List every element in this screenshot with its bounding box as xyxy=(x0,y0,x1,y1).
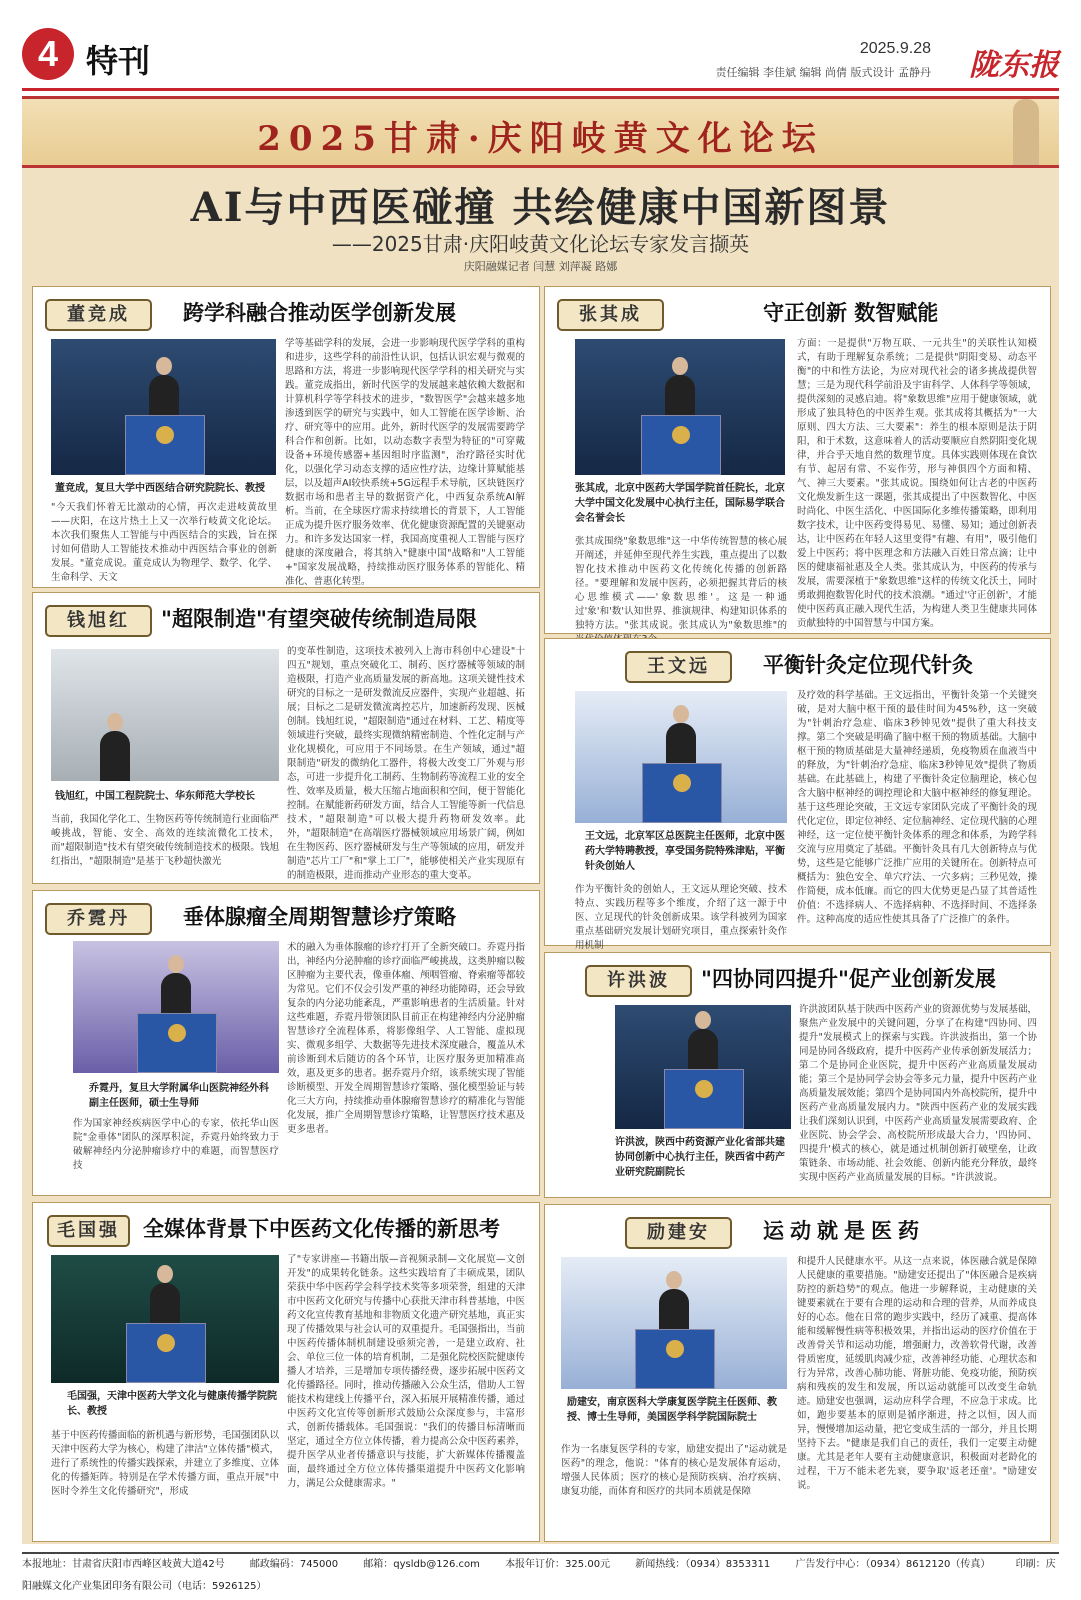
page-footer xyxy=(22,1552,1059,1592)
article-title: 运动就是医药 xyxy=(763,1219,925,1243)
photo-caption: 张其成，北京中医药大学国学院首任院长，北京大学中国文化发展中心执行主任，国际易学联合会名誉会长 xyxy=(575,483,785,524)
photo-caption: 乔霓丹，复旦大学附属华山医院神经外科副主任医师，硕士生导师 xyxy=(89,1083,269,1109)
photo-caption: 毛国强，天津中医药大学文化与健康传播学院院长、教授 xyxy=(67,1391,277,1417)
article-text: 了"专家讲座—书籍出版—音视频录制—文化展览—文创开发"的成果转化链条。这些实践培育了丰硕成果，团队荣获中华中医药学会科学技术奖等多项荣誉，组建的天津市中医药文化研究与传播中心获批天津市科普基地，中医药文化宣传教育基地和非物质文化遗产研究基地，真正实现了传播效果与社会认可的双重提升。毛国强指出，当前中医药传播体制机制建设亟须完善，一是建立政府、社会、单位三位一体的培育机制，二是强化院校医院健康传播人才培养，三是增加专项传播经费，逐步拓展中医药文化传播路径。同时，推动传播融入公众生活，借助人工智能技术构建线上传播平台，深入拓展开展精准传播，通过中医药文化宣传等创新形式鼓励公众深度参与，丰富形式，创新传播载体。毛国强说："我们的传播目标清晰而坚定，通过全方位立体传播，着力提高公众中医药素养，提升医学从业者传播意识与技能，扩大新媒体传播覆盖面，最终通过全方位立体传播渠道提升中医药文化影响力，满足公众健康需求。" xyxy=(287,1254,525,1489)
byline: 庆阳融媒记者 闫慧 刘萍凝 路娜 xyxy=(463,260,618,273)
article-mao xyxy=(32,1202,540,1542)
footer-printer: 印刷：庆阳融媒文化产业集团印务有限公司（电话：5926125） xyxy=(22,1559,1056,1592)
article-text: 作为国家神经疾病医学中心的专家，依托华山医院"金垂体"团队的深厚积淀，乔霓丹始终致力于破解神经内分泌肿瘤诊疗中的难题，而智慧医疗技 xyxy=(73,1118,279,1171)
article-dong xyxy=(32,286,540,588)
page-header xyxy=(0,0,1081,88)
forum-banner xyxy=(22,96,1059,168)
article-text: 方面：一是提供"万物互联、一元共生"的关联性认知模式，有助于理解复杂系统；二是提供"阴阳变易、动态平衡"的中和性方法论，为应对现代社会的诸多挑战提供智慧；三是为现代科学前沿及宇宙科学、人体科学等领域，提供深刻的灵感启迪。将"象数思维"应用于健康领域，就形成了独具特色的中医养生观。张其成将其概括为"一大原则、四大方法、三大要素"：养生的根本原则是法于阴阳，和于术数，这意味着人的活动要顺应自然阴阳变化规律，并合乎天地自然的数理节度。具体实践则体现在食饮有节、起居有常、不妄作劳，形与神俱四个方面和精、气、神三大要素。"张其成说。围绕如何让古老的中医药文化焕发新生这一课题，张其成提出了中医数智化、中医时尚化、中医生活化、中医国际化多维传播策略，即利用数字技术，让中医药变得易见、易懂、易知；通过创新表达，让中医药在年轻人这里变得"有趣、有用"，吸引他们爱上中医药；将中医理念和方法融入百姓日常点滴；让中医的健康福祉惠及全人类。张其成认为，中医药的传承与发展，需要深植于"象数思维"这样的传统文化沃土，同时勇敢拥抱数智化时代的技术浪潮。"通过'守正创新'，才能使中医药真正融入现代生活，为构建人类卫生健康共同体贡献独特的中国智慧与中国方案。 xyxy=(797,338,1037,629)
article-zhang xyxy=(544,286,1051,634)
speaker-photo xyxy=(51,1255,279,1383)
article-text: 作为平衡针灸的创始人，王文远从理论突破、技术特点、实践历程等多个维度，介绍了这一源于中医、立足现代的针灸创新成果。该学科被列为国家重点基础研究发展计划研究项目，重点探索针灸作用机制 xyxy=(575,884,787,951)
feature-body xyxy=(22,168,1059,1544)
banner-title: 2025甘肃·庆阳岐黄文化论坛 xyxy=(257,119,824,159)
photo-caption: 许洪波，陕西中药资源产业化省部共建协同创新中心执行主任，陕西省中药产业研究院副院长 xyxy=(615,1137,785,1178)
speaker-photo xyxy=(615,1005,791,1129)
article-text: "今天我们怀着无比激动的心情，再次走进岐黄故里——庆阳，在这片热土上又一次举行岐黄文化论坛。本次我们聚焦人工智能与中西医结合的实践，旨在探讨如何借助人工智能技术推动中西医结合事业的创新发展。"董竞成说。董竞成认为物理学、数学、化学、生命科学、天文 xyxy=(51,502,277,583)
speaker-photo xyxy=(575,691,787,823)
issue-date: 2025.9.28 xyxy=(859,40,931,57)
article-title: 全媒体背景下中医药文化传播的新思考 xyxy=(143,1217,500,1241)
speaker-name: 王文远 xyxy=(625,651,732,683)
photo-caption: 王文远，北京军区总医院主任医师，北京中医药大学特聘教授，享受国务院特殊津贴，平衡针灸创始人 xyxy=(585,831,785,872)
page-number: 4 xyxy=(22,28,74,80)
speaker-name: 钱旭红 xyxy=(45,605,152,637)
article-text: 和提升人民健康水平。从这一点来说，体医融合就是保障人民健康的重要措施。"励建安还提出了"体医融合是疾病防控的新趋势"的观点。他进一步解释说，主动健康的关键要素就在于要有合理的运动和合理的营养，从而养成良好的心态。他在日常的跑步实践中，经历了减重、提高体能和缓解慢性病等积极效果，并指出运动的医疗价值在于改善骨关节和运动功能，增强耐力，改善软骨代谢，改善骨质密度，延缓肌肉减少症，改善神经功能、心理状态和行为异常，改善心肺功能、肾脏功能、免疫功能，预防疾病和残疾的发生和发展，所以运动就能可以改变生命轨迹。励建安也强调，运动应科学合理，不应急于求成。比如，跑步要基本的原则是循序渐进，持之以恒，因人而异，慢慢增加运动量，把它变成生活的一部分，并且长期坚持下去。"健康是我们自己的责任，我们一定要主动健康。尤其是老年人要有主动健康意识，积极面对老龄化的过程，干万不能未老先衰，要争取'返老还童'。"励建安说。 xyxy=(797,1256,1037,1491)
article-text: 张其成围绕"象数思维"这一中华传统智慧的核心展开阐述，并延伸至现代养生实践，重点提出了以数智化技术推动中医药文化传统化传播的创新路径。"要理解和发展中医药，必须把握其背后的核心思维模式——'象数思维'。这是一种通过'象'和'数'认知世界、推演规律、构建知识体系的独特方法。"张其成说。张其成认为"象数思维"的 xyxy=(575,536,787,631)
footer-address: 本报地址：甘肃省庆阳市西峰区岐黄大道42号 xyxy=(22,1559,225,1570)
article-title: 跨学科融合推动医学创新发展 xyxy=(183,301,456,325)
statue-illustration xyxy=(1013,99,1039,165)
article-title: 平衡针灸定位现代针灸 xyxy=(763,653,973,677)
article-xu xyxy=(544,952,1051,1198)
header-divider xyxy=(22,88,1059,91)
article-li xyxy=(544,1204,1051,1542)
article-text: 术的融入为垂体腺瘤的诊疗打开了全新突破口。乔霓丹指出，神经内分泌肿瘤的诊疗面临严峻挑战，这类肿瘤以鞍区肿瘤为主要代表，像垂体瘤、颅咽管瘤、脊索瘤等都较为常见。它们不仅会引发严重的神经功能障碍，还会导致复杂的内分泌功能紊乱，严重影响患者的生活质量。针对这些难题，乔霓丹带领团队目前正在构建神经内分泌肿瘤智慧诊疗全流程体系，将影像组学、人工智能、虚拟现实、微观多组学、大数据等先进技术深度融合，覆盖从术前诊断到术后随访的各个环节，让医疗服务更加精准高效，惠及更多的患者。据乔霓丹介绍，该系统实现了智能诊断模型、开发全周期智慧诊疗策略、强化模型验证与转化三大方向，持续推动垂体腺瘤智慧诊疗的精准化与智能化发展，推广全周期智慧诊疗策略，让智慧医疗技术惠及更多患者。 xyxy=(287,942,525,1135)
article-wang xyxy=(544,638,1051,951)
article-text: 作为一名康复医学科的专家，励建安提出了"运动就是医药"的理念，他说："体育的核心是发展体育运动，增强人民体质；医疗的核心是预防疾病、治疗疾病、康复功能，而体育和医疗的共同本质就是保障 xyxy=(561,1444,787,1497)
speaker-photo xyxy=(51,649,279,781)
speaker-name: 毛国强 xyxy=(47,1215,130,1247)
article-title: 守正创新 数智赋能 xyxy=(763,301,939,325)
footer-hotline: 新闻热线：（0934）8353311 xyxy=(635,1559,771,1570)
speaker-name: 许洪波 xyxy=(585,965,692,997)
article-text: 基于中医药传播面临的新机遇与新形势，毛国强团队以天津中医药大学为核心，构建了津沽"立体传播"模式，进行了系统性的传播实践探索，并建立了多维度、立体化的传播矩阵。特别是在学术传播方面，重点开展"中医时令养生文化传播研究"，形成 xyxy=(51,1430,280,1497)
main-headline: AI与中西医碰撞 共绘健康中国新图景 xyxy=(190,184,891,231)
speaker-photo xyxy=(51,339,276,475)
article-text: 学等基础学科的发展，会进一步影响现代医学学科的重构和进步，这些学科的前沿性认识，包括认识宏观与微观的思路和方法，将进一步影响现代医学学科的相关研究与实践。董竞成指出，新时代医学的发展越来越依赖大数据和计算机科学等学科技术的进步，"数智医学"会越来越多地渗透到医学的研究与实践中，如人工智能在医学诊断、治疗、研究等中的应用。此外，新时代医学的发展需要跨学科合作和创新。比如，以动态数字表型为特征的"可穿戴设备+环境传感器+基因组时序监测"，治疗路径实时优化，以强化学习动态支撑的适应性疗法，边缘计算赋能基层，以及超声AI较快系统+5G远程手术导航，区块链医疗数据市场和患者主导的数据资产化，中西复杂系统AI解析。当前，在全球医疗需求持续增长的背景下，人工智能正成为提升医疗服务效率、优化健康资源配置的关键驱动力。和许多发达国家一样，我国高度重视人工智能与医疗健康的深度融合，将其纳入"健康中国"战略和"人工智能+"国家发展战略，持续推动医疗服务体系的智能化、精准化、普惠化转型。 xyxy=(285,338,525,587)
footer-email: 邮箱：qysldb@126.com xyxy=(363,1559,480,1570)
section-title: 特刊 xyxy=(86,42,151,80)
speaker-photo xyxy=(575,339,785,475)
speaker-name: 乔霓丹 xyxy=(45,903,152,935)
article-text: 及疗效的科学基础。王文远指出，平衡针灸第一个关键突破，是对大脑中枢干预的最佳时间为45%秒，这一突破为"针刺治疗急症、临床3秒钟见效"提供了重大科技支撑。第二个突破是明确了脑中枢干预的物质基础。大脑中枢干预的物质基础是大量神经递质，免疫物质在血液当中的释放，为"针刺治疗急症、临床3秒钟见效"提供了物质基础。在此基础上，构建了平衡针灸定位脑理论，核心包含大脑中枢神经的调控理论和大脑中枢神经的修复理论。基于这些理论突破，王文远专家团队完成了平衡针灸的现代化定位，即定位神经、定位脑神经、定位现代脑的心理神经，这一定位使平衡针灸体系的理念和体系，为跨学科交流与应用奠定了基础。平衡针灸具有几大创新特点与优势，这些是它能够广泛推广应用的关键所在。创新特点可概括为：独色安全、单穴疗法、一穴多病；三秒见效，操作简便，成本低廉。而它的四大优势更是凸显了其普适性价值：不选择病人、不选择病种、不选择时间、不选择条件。这种高度的适应性使其具备了广泛推广的条件。 xyxy=(797,690,1037,925)
article-text: 当前，我国化学化工、生物医药等传统制造行业面临严峻挑战，智能、安全、高效的连续流微化工技术，而"超限制造"技术有望突破传统制造技术的极限。钱旭红指出，"超限制造"是基于飞秒超快激光 xyxy=(51,814,280,867)
speaker-name: 励建安 xyxy=(625,1217,732,1249)
footer-postcode: 邮政编码：745000 xyxy=(249,1559,339,1570)
article-title: 垂体腺瘤全周期智慧诊疗策略 xyxy=(183,905,456,929)
photo-caption: 励建安，南京医科大学康复医学院主任医师、教授、博士生导师，美国医学科学院国际院士 xyxy=(567,1397,777,1423)
article-qiao xyxy=(32,890,540,1196)
editor-credits: 责任编辑 李佳斌 编辑 尚倩 版式设计 孟静丹 xyxy=(715,66,931,79)
article-text: 的变革性制造，这项技术被列入上海市科创中心建设"十四五"规划，重点突破化工、制药、医疗器械等领域的制造极限，打造产业高质量发展的新高地。这项关键性技术研究的目标之一是研发微流反应器件，实现产业超越、拓展；目标之二是研发微流离控芯片，加速新药发现、医械创制。钱旭红说，"超限制造"通过在材料、工艺、精度等领域进行突破，最终实现微纳精密制造、个性化定制与产业化规模化，可应用于不同场景。在生产领域，通过"超限制造"研发的微纳化工器件，将极大改变工厂外观与形态，可进一步提升化工制药、生物制药等流程工业的安全性、效率及质量，极大压缩占地面积和空间，便于智能化控制。在赋能新药研发方面，结合人工智能等新一代信息技术，"超限制造"可以极大提升药物研发效率。此外，"超限制造"在高端医疗器械领域应用场景广阔，例如在生物医药、医疗器械研发与生产等领域的应用，研发并制造"芯片工厂"和"掌上工厂"，能够使相关产业实现原有的制造极限，进而推动产业形态的重大变革。 xyxy=(287,646,525,881)
footer-ad-center: 广告发行中心：（0934）8612120（传真） xyxy=(795,1559,991,1570)
speaker-photo xyxy=(73,941,279,1073)
article-title: "超限制造"有望突破传统制造局限 xyxy=(161,607,477,631)
footer-price: 本报年订价：325.00元 xyxy=(505,1559,611,1570)
speaker-name: 董竞成 xyxy=(45,299,152,331)
sub-headline: ——2025甘肃·庆阳岐黄文化论坛专家发言撷英 xyxy=(331,232,750,256)
speaker-name: 张其成 xyxy=(557,299,664,331)
article-text: 许洪波团队基于陕西中医药产业的资源优势与发展基础，聚焦产业发展中的关键问题，分享了在构建"四协同、四提升"发展模式上的探索与实践。许洪波指出，第一个协同是协同各级政府，提升中医药产业传承创新发展活力；第二个是协同企业医院，提升中医药产业高质量发展动能；第三个是协同学会协会等多元力量，提升中医药产业高质量发展效能；第四个是协同国内外高校院所，提升中医药产业高质量发展内力。"陕西中医药产业的发展实践让我们深刻认识到，中医药产业高质量发展需要政府、企业医院、协会学会、高校院所形成最大合力，'四协同、四提升'模式的核心，就是通过机制创新打破壁垒，让政策链条、市场动能、社会效能、创新内能充分释放，最终实现中医药产业高质量发展的目标。"许洪波说。 xyxy=(799,1004,1037,1183)
photo-caption: 董竞成，复旦大学中西医结合研究院院长、教授 xyxy=(55,483,265,494)
article-title: "四协同四提升"促产业创新发展 xyxy=(701,967,996,991)
article-qian xyxy=(32,592,540,884)
speaker-photo xyxy=(561,1257,787,1389)
newspaper-logo: 陇东报 xyxy=(969,48,1059,83)
photo-caption: 钱旭红，中国工程院院士、华东师范大学校长 xyxy=(55,791,255,802)
